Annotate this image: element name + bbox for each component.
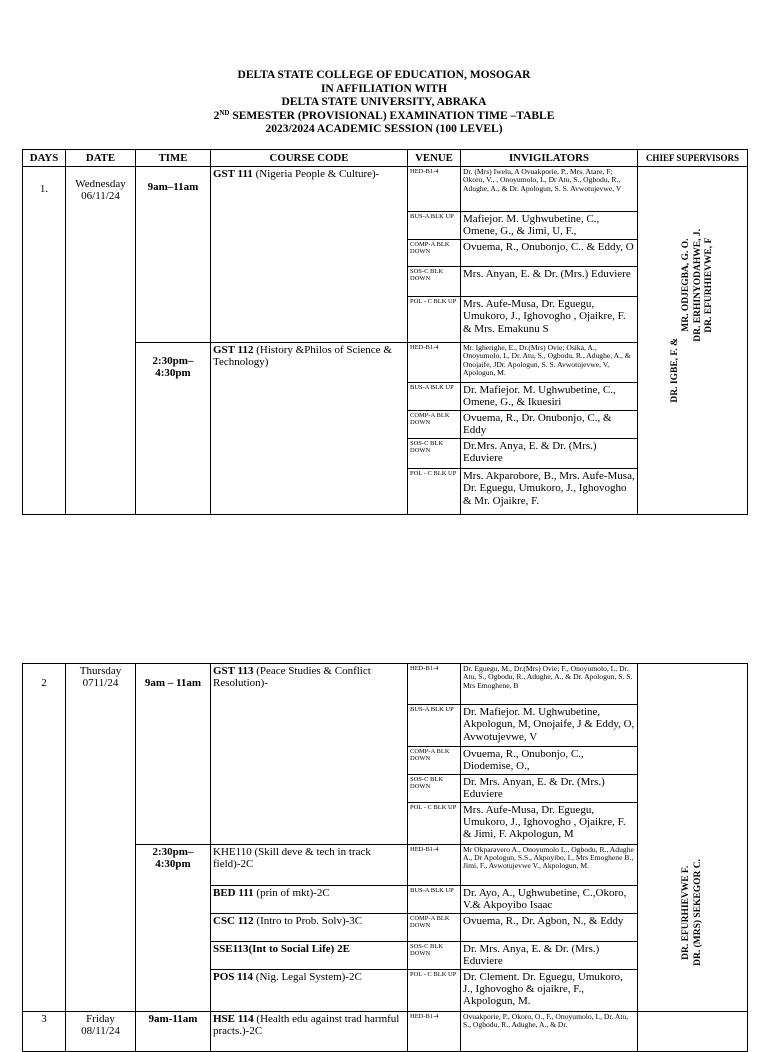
chief-supervisor-1: MR. ODJEGBA, G. O. [681,238,691,333]
table-row [23,664,748,705]
slot-time: 2:30pm–4:30pm [136,343,211,515]
chief-supervisor-2: DR. (MRS) SEKEGOR C. [692,858,703,966]
timetable-day2 [22,663,748,1052]
chief-supervisors-cell [638,167,748,515]
venue-cell: BUS-A BLK UP [408,212,461,240]
invigilators-cell: Mrs. Akparobore, B., Mrs. Aufe-Musa, Dr. Eguegu, Umukoro, J., Ighovogho & Mr. Ojaikre, F. [461,469,638,515]
session-title: 2023/2024 ACADEMIC SESSION (100 LEVEL) [265,123,503,136]
college-name: DELTA STATE COLLEGE OF EDUCATION, MOSOGAR [237,69,531,81]
invigilators-cell: Mrs. Anyan, E. & Dr. (Mrs.) Eduviere [461,267,638,297]
university-name: DELTA STATE UNIVERSITY, ABRAKA [281,96,487,109]
slot-time: 9am – 11am [136,664,211,845]
document-title [0,69,768,137]
venue-cell: POL - C BLK UP [408,469,461,515]
venue-cell: HED-B1-4 [408,664,461,705]
chief-supervisor-2: DR. ERHINYODAHWE, J. [692,229,703,342]
semester-title: 2ND SEMESTER (PROVISIONAL) EXAMINATION TIME –TABLE [213,108,555,122]
venue-cell: COMP-A BLK DOWN [408,240,461,267]
col-days: DAYS [23,150,66,167]
venue-cell: SOS-C BLK DOWN [408,267,461,297]
invigilators-cell: Dr.Mrs. Anya, E. & Dr. (Mrs.) Eduviere [461,439,638,469]
venue-cell: POL - C BLK UP [408,297,461,343]
venue-cell: BUS-A BLK UP [408,885,461,913]
venue-cell: SOS-C BLK DOWN [408,941,461,969]
chief-supervisor-3: DR. EFURHIEVWE, F [704,238,714,334]
course-cell: BED 111 (prin of mkt)-2C [211,885,408,913]
venue-cell: HED-B1-4 [408,167,461,212]
col-chief-supervisors: CHIEF SUPERVISORS [638,150,748,167]
venue-cell: BUS-A BLK UP [408,383,461,411]
slot-time: 9am-11am [136,1011,211,1051]
col-course-code: COURSE CODE [211,150,408,167]
slot-time: 9am–11am [136,167,211,343]
invigilators-cell: Dr. Eguegu, M., Dr.(Mrs) Ovie; F., Onoyumolo, L, Dr. Atu, S., Ogbodu, R., Adughe, A., & Dr. Apologun, S. S. Mrs Emoghene, B [461,664,638,705]
venue-cell: POL - C BLK UP [408,969,461,1011]
venue-cell: COMP-A BLK DOWN [408,747,461,775]
col-invigilators: INVIGILATORS [461,150,638,167]
day-number: 2 [23,664,66,1012]
col-date: DATE [66,150,136,167]
invigilators-cell: Dr. (Mrs) Iwelu, A Ovuakporie, P., Mrs. Atare, F; Okoro, V., , Onoyumolo, L, Dr Atu, S., Ogbodu, R., Adughe, A., & Dr. Apologun, S. S. Avwotujevwe, V [461,167,638,212]
course-cell: KHE110 (Skill deve & tech in track field)-2C [211,844,408,885]
affiliation-text: IN AFFILIATION WITH [320,82,448,95]
course-cell: GST 112 (History &Philos of Science & Technology) [211,343,408,515]
invigilators-cell: Dr. Ayo, A., Ughwubetine, C.,Okoro, V.& Akpoyibo Isaac [461,885,638,913]
invigilators-cell: Mrs. Aufe-Musa, Dr. Eguegu, Umukoro, J., Ighovogho , Ojaikre, F. & Jimi, F. Akpologun, M [461,802,638,844]
col-time: TIME [136,150,211,167]
day-date: Thursday 0711/24 [66,664,136,1012]
venue-cell: SOS-C BLK DOWN [408,774,461,802]
timetable-day1 [22,149,748,515]
slot-time: 2:30pm–4:30pm [136,844,211,1011]
invigilators-cell: Dr. Mafiejor. M. Ughwubetine, C., Omene, G., & Ikuesiri [461,383,638,411]
day-date: Friday 08/11/24 [66,1011,136,1051]
day-number: 1. [23,167,66,515]
invigilators-cell: Mrs. Aufe-Musa, Dr. Eguegu, Umukoro, J., Ighovogho , Ojaikre, F. & Mrs. Emakunu S [461,297,638,343]
venue-cell: SOS-C BLK DOWN [408,439,461,469]
course-cell: CSC 112 (Intro to Prob. Solv)-3C [211,913,408,941]
invigilators-cell: Mafiejor. M. Ughwubetine, C., Omene, G., & Jimi, U, F., [461,212,638,240]
chief-supervisors-cell [638,664,748,1012]
venue-cell: COMP-A BLK DOWN [408,913,461,941]
invigilators-cell: Dr. Mrs. Anyan, E. & Dr. (Mrs.) Eduviere [461,774,638,802]
venue-cell: HED-B1-4 [408,1011,461,1051]
invigilators-cell: Dr. Mafiejor. M. Ughwubetine, Akpologun, M, Onojaife, J & Eddy, O, Avwotujevwe, V [461,705,638,747]
invigilators-cell: Mr. Igherighe, E., Dr.(Mrs) Ovie; Osika, A., Onoyumolo, L, Dr. Atu, S., Ogbodu, R., Adughe, A., & Onojaife, JDr. Apologun, S. S. Avwotujevwe, V, Apologun, M. [461,343,638,383]
invigilators-cell: Ovuema, R., Onubonjo, C., Diodemise, O., [461,747,638,775]
invigilators-cell: Ovuema, R., Onubonjo, C.. & Eddy, O [461,240,638,267]
venue-cell: HED-B1-4 [408,343,461,383]
course-cell: SSE113(Int to Social Life) 2E [211,941,408,969]
course-cell: POS 114 (Nig. Legal System)-2C [211,969,408,1011]
invigilators-cell: Ovuakporie, P., Okoro, O., F., Onoyumolo, L, Dr. Atu, S., Ogbodu, R., Adughe, A., & Dr. [461,1011,638,1051]
course-cell: GST 111 (Nigeria People & Culture)- [211,167,408,343]
invigilators-cell: Dr. Clement. Dr. Eguegu, Umukoro, J., Ighovogho & ojaikre, F., Akpologun, M. [461,969,638,1011]
invigilators-cell: Ovuema, R., Dr. Onubonjo, C., & Eddy [461,411,638,439]
course-cell: HSE 114 (Health edu against trad harmful practs.)-2C [211,1011,408,1051]
invigilators-cell: Ovuema, R., Dr. Agbon, N., & Eddy [461,913,638,941]
chief-supervisors-cell [638,1011,748,1051]
day-date: Wednesday 06/11/24 [66,167,136,515]
day-number: 3 [23,1011,66,1051]
venue-cell: HED-B1-4 [408,844,461,885]
invigilators-cell: Dr. Mrs. Anya, E. & Dr. (Mrs.) Eduviere [461,941,638,969]
course-cell: GST 113 (Peace Studies & Conflict Resolution)- [211,664,408,845]
chief-supervisor-4: DR. IGBE, F. & [669,338,680,403]
venue-cell: BUS-A BLK UP [408,705,461,747]
header-row [23,150,748,167]
invigilators-cell: Mr Okparavero A., Onoyumolo L., Ogbodu, R., Adughe A., Dr Apologun, S.S., Akpoyibo, I., Mrs Emoghene B., Jimi, F., Avwotujevwe V., Akpologun, M. [461,844,638,885]
table-row [23,1011,748,1051]
chief-supervisor-1: DR. EFURHIEVWE F. [681,865,691,960]
venue-cell: COMP-A BLK DOWN [408,411,461,439]
table-row [23,167,748,212]
col-venue: VENUE [408,150,461,167]
venue-cell: POL - C BLK UP [408,802,461,844]
